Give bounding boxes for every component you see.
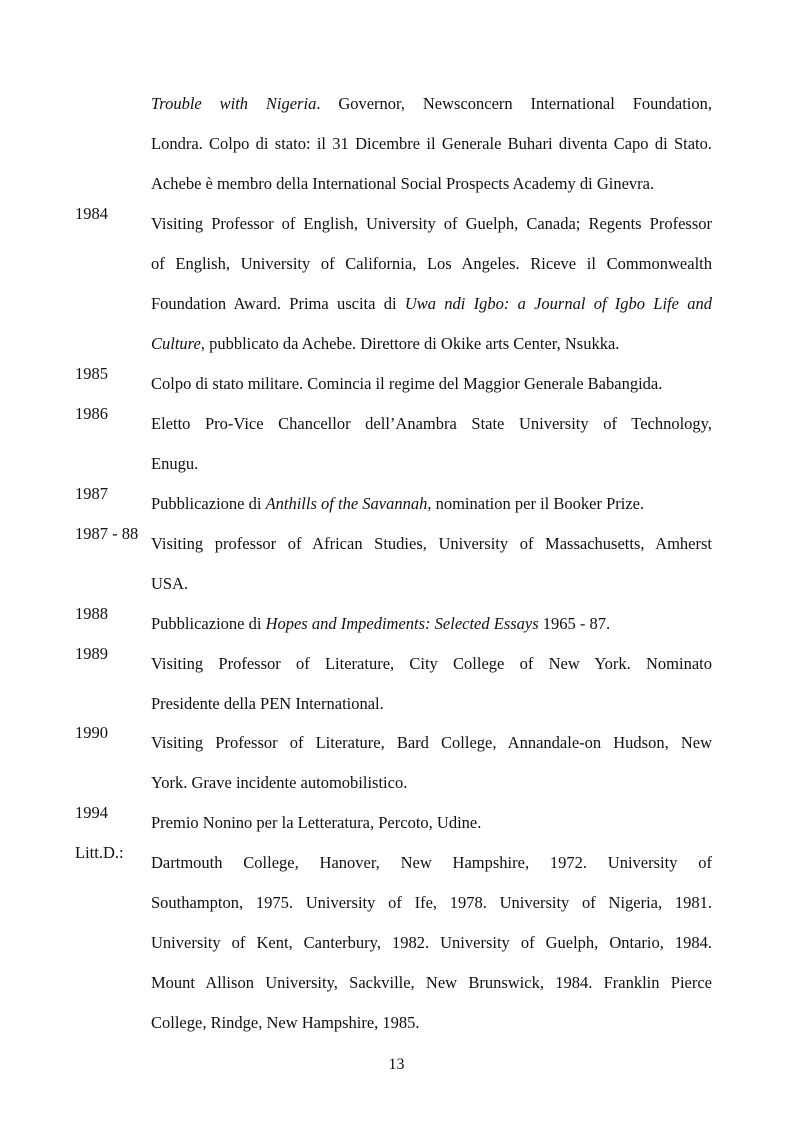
- italic-title: Hopes and Impediments: Selected Essays: [265, 614, 539, 633]
- italic-title: Uwa ndi Igbo: a Journal of Igbo Life and: [404, 294, 712, 313]
- text-line: [151, 124, 712, 164]
- text-run: Achebe è membro della International Social Prospects Academy di Ginevra.: [151, 174, 655, 193]
- text-line: [151, 723, 712, 763]
- text-line: [151, 284, 712, 324]
- text-run: Premio Nonino per la Letteratura, Percoto, Udine.: [151, 813, 482, 832]
- entry-text: [151, 484, 712, 524]
- text-line: [151, 244, 712, 284]
- text-line: [151, 484, 712, 524]
- entry-continuation: [75, 84, 712, 204]
- entry-year: 1994: [75, 803, 108, 822]
- page-number: 13: [388, 1056, 405, 1073]
- text-run: Foundation Award. Prima uscita di: [151, 294, 405, 313]
- entry-year: 1988: [75, 604, 108, 623]
- text-line: [151, 883, 712, 923]
- text-run: , nomination per il Booker Prize.: [427, 494, 645, 513]
- entry-1990: [75, 723, 712, 803]
- entry-text: [151, 364, 712, 404]
- text-line: [151, 1003, 712, 1043]
- entry-litt-d: [75, 843, 712, 1043]
- text-line: [151, 364, 712, 404]
- italic-title: Anthills of the Savannah: [265, 494, 428, 513]
- italic-title: Culture: [151, 334, 201, 353]
- entry-text: [151, 404, 712, 484]
- entry-text: [151, 644, 712, 724]
- text-run: . Governor, Newsconcern International Foundation,: [316, 94, 713, 113]
- text-run: Visiting Professor of Literature, Bard College, Annandale-on Hudson, New: [151, 733, 712, 752]
- entry-year: 1990: [75, 723, 108, 742]
- text-run: Londra. Colpo di stato: il 31 Dicembre il Generale Buhari diventa Capo di Stato.: [151, 134, 712, 153]
- text-run: , pubblicato da Achebe. Direttore di Okike arts Center, Nsukka.: [200, 334, 620, 353]
- text-run: 1965 - 87.: [538, 614, 611, 633]
- entry-1984: [75, 204, 712, 364]
- text-line: [151, 204, 712, 244]
- text-line: [151, 843, 712, 883]
- text-line: [151, 684, 712, 724]
- entry-year: 1986: [75, 404, 108, 423]
- entry-year: 1985: [75, 364, 108, 383]
- text-run: Visiting Professor of Literature, City College of New York. Nominato: [151, 654, 712, 673]
- text-line: [151, 164, 712, 204]
- text-line: [151, 963, 712, 1003]
- text-run: Visiting Professor of English, University of Guelph, Canada; Regents Professor: [151, 214, 712, 233]
- entry-year: 1989: [75, 644, 108, 663]
- entry-1989: [75, 644, 712, 724]
- entry-text: [151, 803, 712, 843]
- text-run: University of Kent, Canterbury, 1982. University of Guelph, Ontario, 1984.: [151, 933, 712, 952]
- text-line: [151, 324, 712, 364]
- entry-1987: [75, 484, 712, 524]
- text-run: Mount Allison University, Sackville, New Brunswick, 1984. Franklin Pierce: [151, 973, 712, 992]
- entry-1986: [75, 404, 712, 484]
- text-line: [151, 923, 712, 963]
- text-run: Visiting professor of African Studies, University of Massachusetts, Amherst: [151, 534, 712, 553]
- entry-text: [151, 204, 712, 364]
- entry-year: 1987 - 88: [75, 524, 139, 543]
- text-run: Eletto Pro-Vice Chancellor dell’Anambra State University of Technology,: [151, 414, 712, 433]
- entry-year: 1987: [75, 484, 108, 503]
- text-run: Colpo di stato militare. Comincia il regime del Maggior Generale Babangida.: [151, 374, 663, 393]
- text-line: [151, 803, 712, 843]
- text-line: [151, 564, 712, 604]
- text-run: USA.: [151, 574, 189, 593]
- text-run: of English, University of California, Los Angeles. Riceve il Commonwealth: [151, 254, 712, 273]
- entry-year: Litt.D.:: [75, 843, 124, 862]
- text-run: College, Rindge, New Hampshire, 1985.: [151, 1013, 420, 1032]
- text-run: Pubblicazione di: [151, 494, 266, 513]
- text-line: [151, 84, 712, 124]
- entry-text: [151, 84, 712, 204]
- entry-text: [151, 843, 712, 1043]
- text-line: [151, 644, 712, 684]
- entry-text: [151, 524, 712, 604]
- entry-year: 1984: [75, 204, 108, 223]
- text-run: Southampton, 1975. University of Ife, 1978. University of Nigeria, 1981.: [151, 893, 712, 912]
- text-line: [151, 444, 712, 484]
- entry-1985: [75, 364, 712, 404]
- text-line: [151, 524, 712, 564]
- text-line: [151, 763, 712, 803]
- text-run: Pubblicazione di: [151, 614, 266, 633]
- entry-1994: [75, 803, 712, 843]
- italic-title: Trouble with Nigeria: [151, 94, 317, 113]
- entry-text: [151, 723, 712, 803]
- entry-1988: [75, 604, 712, 644]
- entry-1987-88: [75, 524, 712, 604]
- text-line: [151, 404, 712, 444]
- text-run: Enugu.: [151, 454, 199, 473]
- text-run: Dartmouth College, Hanover, New Hampshire, 1972. University of: [151, 853, 712, 872]
- text-run: Presidente della PEN International.: [151, 694, 384, 713]
- entry-text: [151, 604, 712, 644]
- text-line: [151, 604, 712, 644]
- text-run: York. Grave incidente automobilistico.: [151, 773, 408, 792]
